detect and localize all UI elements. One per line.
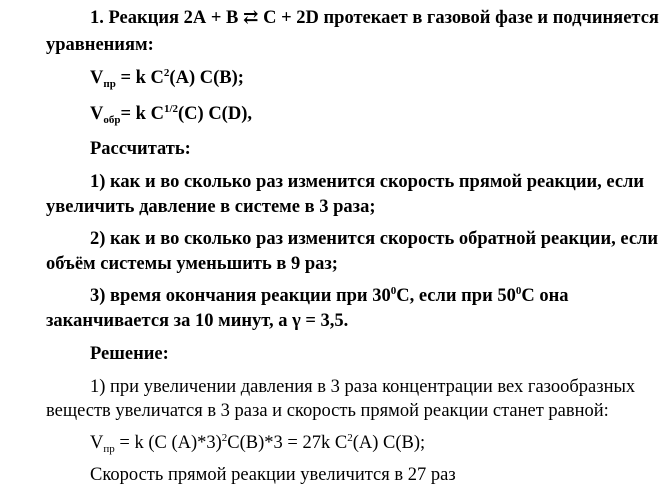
question-3-line2: заканчивается за 10 минут, а γ = 3,5.: [46, 311, 349, 331]
task-heading-line2: уравнениям:: [46, 35, 154, 55]
question-1-line1: 1) как и во сколько раз изменится скорость прямой реакции, если: [90, 172, 645, 192]
solution-paragraph-line2: веществ увеличатся в 3 раза и скорость прямой реакции станет равной:: [46, 401, 609, 421]
reverse-rate-equation: $V_{обр}= k$ $C^{1/2}(C)$ C(D),: [90, 103, 252, 126]
question-1-line2: увеличить давление в системе в 3 раза;: [46, 197, 376, 217]
solution-equation: $V_{пр} = k$ (C (A)*3)$^2$C(B)*3 = 27k $C^2(A)$ C(B);: [90, 432, 426, 455]
calculate-label: Рассчитать:: [90, 139, 191, 159]
question-2-line1: 2) как и во сколько раз изменится скорость обратной реакции, если: [90, 229, 659, 249]
question-2-line2: объём системы уменьшить в 9 раз;: [46, 254, 338, 274]
question-3-line1: 3) время окончания реакции при $30^0С$, если при $50^0С$ она: [90, 285, 569, 306]
forward-rate-equation: $V_{пр} = k$ $C^2(A)$ C(B);: [90, 67, 244, 90]
task-heading-line1: 1. Реакция 2А + В ⇄ С + 2D протекает в газовой фазе и подчиняется: [90, 8, 659, 28]
solution-result: Скорость прямой реакции увеличится в 27 раз: [90, 465, 456, 485]
solution-paragraph-line1: 1) при увеличении давления в 3 раза концентрации вех газообразных: [90, 377, 636, 397]
solution-title: Решение:: [90, 344, 169, 364]
